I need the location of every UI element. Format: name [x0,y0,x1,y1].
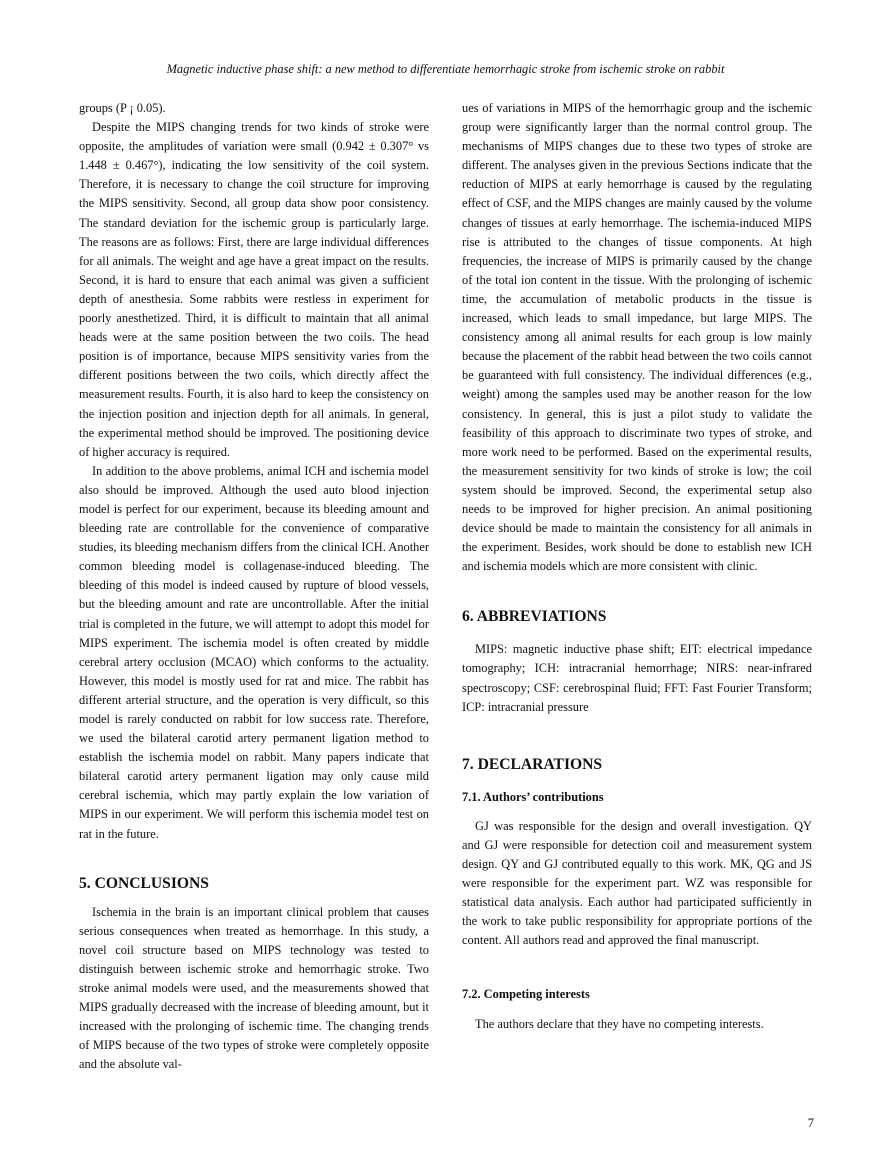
section-heading-conclusions: 5. CONCLUSIONS [79,874,209,892]
left-column [79,99,429,1075]
page-number: 7 [807,1116,814,1130]
right-column [462,99,812,1034]
section-heading-declarations: 7. DECLARATIONS [462,755,603,773]
paragraph-animal-models: In addition to the above problems, animal ICH and ischemia model also should be improved. Although the used auto blood injection model is perfect for our experiment, because its bleeding amount and bleeding rate are controllable for the convenience of comparative studies, its bleeding mechanism differs from the clinical ICH. Another common bleeding model is collagenase-induced bleeding. The bleeding of this model is indeed caused by rupture of blood vessels, but the bleeding amount and rate are uncontrollable. After the initial trial is completed in the future, we will attempt to adopt this model for MIPS experiment. The ischemia model is often created by middle cerebral artery occlusion (MCAO) which conforms to the actuality. However, this model is mostly used for rat and mice. The rabbit has different arterial structure, and the operation is very difficult, so this model is rarely conducted on rabbit for low success rate. Therefore, we used the bilateral carotid artery permanent ligation method to establish the ischemia model on rabbit. Many papers indicate that bilateral carotid artery permanent ligation may only cause mild cerebral ischemia, which may partly explain the low variation of MIPS in our experiment. We will perform this ischemia model test on rat in the future. [79,463,429,841]
paragraph-conclusions-continued: ues of variations in MIPS of the hemorrhagic group and the ischemic group were significantly larger than the normal control group. The mechanisms of MIPS changes due to these two types of stroke are different. The analyses given in the previous Sections indicate that the reduction of MIPS at early hemorrhage is caused by the regulating effect of CSF, and the MIPS changes are mainly caused by the volume changes of tissues at early hemorrhage. The ischemia-induced MIPS rise is attributed to the changes of tissue components. At high frequencies, the increase of MIPS is primarily caused by the change of the total ion content in the tissue. With the prolonging of ischemic time, the accumulation of metabolic products in the tissue is increased, which leads to small impedance, but large MIPS. The consistency among all animal results for each group is low mainly because the placement of the rabbit head between the two coils cannot be guaranteed with full consistency. The individual differences (e.g., weight) among the samples used may be another reason for the low consistency. In general, this is just a pilot study to validate the feasibility of this approach to discriminate two types of stroke, and more work need to be performed. Based on the experimental results, the measurement sensitivity for two kinds of stroke is low; the coil system should be improved. Second, the experimental setup also needs to be improved for higher precision. An animal positioning device should be made to maintain the consistency for all animals in the experiment. Besides, work should be done to establish new ICH and ischemia models which are more consistent with clinic. [462,101,812,574]
section-heading-abbreviations: 6. ABBREVIATIONS [462,608,607,626]
paragraph-mips-sensitivity: Despite the MIPS changing trends for two kinds of stroke were opposite, the amplitudes of variation were small (0.942 ± 0.307° vs 1.448 ± 0.467°), indicating the low sensitivity of the coil system. Therefore, it is necessary to change the coil structure for improving the MIPS sensitivity. Second, all group data show poor consistency. The standard deviation for the ischemic group is particularly large. The reasons are as follows: First, there are large individual differences for all animals. The weight and age have a great impact on the results. Second, it is hard to ensure that each animal was given a sufficient depth of anesthesia. Some rabbits were restless in experiment for poorly anesthetized. Third, it is difficult to maintain that all animal heads were at the same position between the two coils. The head position is of importance, because MIPS sensitivity varies from the different positions between the two coils, which directly affect the measurement results. Fourth, it is also hard to keep the consistency on the injection position and injection depth for all animals. In general, the experimental method should be improved. The positioning device of higher accuracy is required. [79,120,429,459]
paragraph-abbreviations: MIPS: magnetic inductive phase shift; EIT: electrical impedance tomography; ICH: intracranial hemorrhage; NIRS: near-infrared spectroscopy; CSF: cerebrospinal fluid; FFT: Fast Fourier Transform; ICP: intracranial pressure [462,642,812,714]
subsection-heading-competing-interests: 7.2. Competing interests [462,987,590,1002]
paragraph-competing-interests: The authors declare that they have no competing interests. [475,1017,764,1032]
paragraph-groups-fragment: groups (P ¡ 0.05). [79,101,166,115]
subsection-heading-authors-contributions: 7.1. Authors’ contributions [462,789,604,804]
running-head: Magnetic inductive phase shift: a new method to differentiate hemorrhagic stroke from ischemic stroke on rabbit [166,62,725,76]
paragraph-authors-contributions: GJ was responsible for the design and overall investigation. QY and GJ were responsible for detection coil and measurement system design. QY and GJ contributed equally to this work. MK, QG and JS were responsible for the experiment part. WZ was responsible for statistical data analysis. Each author had participated sufficiently in the work to take public responsibility for appropriate portions of the content. All authors read and approved the final manuscript. [462,818,812,948]
paragraph-conclusions: Ischemia in the brain is an important clinical problem that causes serious consequences when treated as hemorrhage. In this study, a novel coil structure based on MIPS technology was tested to distinguish between ischemic stroke and hemorrhagic stroke. Two stroke animal models were used, and the measurements showed that MIPS gradually decreased with the increase of bleeding amount, but it increased with the prolonging of ischemic time. The changing trends of MIPS because of the two types of stroke were completely opposite and the absolute val- [79,904,429,1072]
